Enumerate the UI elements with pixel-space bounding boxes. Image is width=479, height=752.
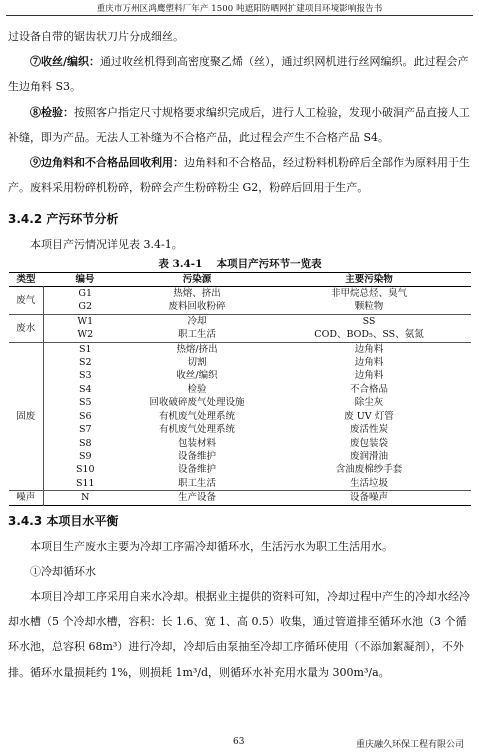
cell-code: S9 [78,450,92,462]
cell-code: S11 [75,477,95,489]
col-header-source: 污染源 [182,273,212,285]
cell-pollutant: 生活垃圾 [349,477,388,489]
cell-pollutant: 非甲烷总烃、臭气 [330,288,407,300]
table-row [9,314,471,328]
page-number: 63 [233,737,245,747]
cell-code: W2 [77,329,94,341]
cell-source: 职工生活 [177,477,216,489]
cell-source: 收丝/编织 [176,370,218,382]
paragraph-step-7 [8,49,472,99]
cell-pollutant: SS [267,314,471,328]
header-rule [6,15,473,16]
table-row [9,437,471,450]
cell-type: 固废 [9,342,43,490]
section-342-intro: 本项目产污情况详见表 3.4-1。 [30,238,183,252]
cell-source: 职工生活 [177,329,216,341]
cell-pollutant: 不合格品 [349,383,388,395]
cell-pollutant: 废 UV 灯管 [344,410,394,422]
paragraph-continuation: 过设备自带的锯齿状刀片分成细丝。 [8,30,184,43]
table-row [9,287,471,301]
cell-source: 切割 [187,357,207,369]
table-row [9,491,471,505]
col-header-pollutant: 主要污染物 [345,273,393,285]
cell-code: S7 [78,424,92,436]
cell-code: G2 [78,301,93,313]
table-caption: 表 3.4-1 本项目产污环节一览表 [158,257,322,270]
cell-source: 热熔、挤出 [173,288,221,300]
cell-source: 有机废气处理系统 [158,410,235,422]
cell-source: 热熔/挤出 [127,342,267,356]
footer-company: 重庆融久环保工程有限公司 [356,740,465,750]
table-row [9,356,471,369]
cell-code: S3 [78,370,92,382]
cell-code: S4 [78,383,92,395]
cell-source: 生产设备 [127,491,267,505]
cell-source: 检验 [187,383,207,395]
section-343-p1: 本项目生产废水主要为冷却工序需冷却循环水，生活污水为职工生活用水。 [30,539,393,553]
cell-type: 废水 [9,314,43,342]
pollution-table [9,272,471,506]
cell-source: 设备维护 [177,464,216,476]
table-row [9,369,471,382]
cell-code: S5 [78,397,92,409]
cell-pollutant: 废包装袋 [349,437,388,449]
table-row [9,423,471,436]
step-7-label: ⑦收丝/编织： [30,55,101,69]
table-row [9,450,471,463]
section-343-p2: 本项目冷却工序采用自来水冷却。根据业主提供的资料可知，冷却过程中产生的冷却水经冷却水槽（5 个冷却水槽，容积：长 1.6、宽 1、高 0.5）收集，通过管道排至循环水池（3 个循环水池，总容积 68m³）进行冷却，冷却后由泵抽至冷却工序循环使用（不添加絮凝剂），不外排。循环水量损耗约 1%，则损耗 1m³/d，则循环水补充用水量为 300m³/a。 [8,589,470,679]
paragraph-step-8 [8,100,472,150]
section-heading-342: 3.4.2 产污环节分析 [8,212,119,227]
step-8-label: ⑧检验： [30,105,74,119]
cell-code: S6 [78,410,92,422]
cell-source: 有机废气处理系统 [158,424,235,436]
cell-code: S2 [78,357,92,369]
cell-pollutant: 边角料 [354,357,384,369]
document-body [8,24,472,685]
cell-pollutant: 颗粒物 [354,301,384,313]
cell-code: S8 [78,437,92,449]
page-header: 重庆市万州区鸿鹰塑料厂年产 1500 吨遮阳防晒网扩建项目环境影响报告书 [96,4,383,14]
table-row [9,342,471,356]
table-row [9,463,471,476]
cell-source: 包装材料 [177,437,216,449]
step-7-text: 通过收丝机得到高密度聚乙烯（丝），通过织网机进行丝网编织。此过程会产生边角料 S3。 [8,55,469,94]
cell-pollutant: 边角料 [267,342,471,356]
section-heading-343: 3.4.3 本项目水平衡 [8,513,119,528]
table-header-row [9,272,471,286]
table-row [9,477,471,491]
cell-source: 回收破碎废气处理设施 [149,397,245,409]
table-row [9,383,471,396]
cell-source: 冷却 [127,314,267,328]
section-343-sub1: ①冷却循环水 [30,564,96,578]
step-9-label: ⑨边角料和不合格品回收利用： [30,156,184,170]
cell-pollutant: 除尘灰 [354,397,384,409]
col-header-type: 类型 [16,273,36,285]
cell-pollutant: 边角料 [354,370,384,382]
col-header-code: 编号 [75,273,95,285]
cell-code: S1 [43,342,127,356]
table-body [9,287,471,506]
cell-pollutant: 含油废棉纱手套 [335,464,403,476]
cell-code: S10 [75,464,95,476]
cell-pollutant: COD、BOD₅、SS、氨氮 [314,329,424,341]
table-row [9,328,471,342]
table-row [9,396,471,409]
step-9-text: 边角料和不合格品，经过粉料机粉碎后全部作为原料用于生产。废料采用粉碎机粉碎，粉碎会产生粉碎粉尘 G2，粉碎后回用于生产。 [8,156,470,195]
cell-type: 噪声 [9,491,43,505]
cell-code: W1 [43,314,127,328]
step-8-text: 按照客户指定尺寸规格要求编织完成后，进行人工检验，发现小破洞产品直接人工补缝，即为产品。无法人工补缝为不合格产品，此过程会产生不合格产品 S4。 [8,105,470,144]
cell-pollutant: 废活性炭 [349,424,388,436]
cell-code: N [43,491,127,505]
cell-source: 设备维护 [177,450,216,462]
cell-pollutant: 废润滑油 [349,450,388,462]
cell-code: G1 [78,288,93,300]
paragraph-step-9 [8,150,472,200]
table-row [9,300,471,314]
cell-source: 废料回收粉碎 [168,301,226,313]
cell-type: 废气 [9,287,43,315]
table-row [9,410,471,423]
cell-pollutant: 设备噪声 [267,491,471,505]
